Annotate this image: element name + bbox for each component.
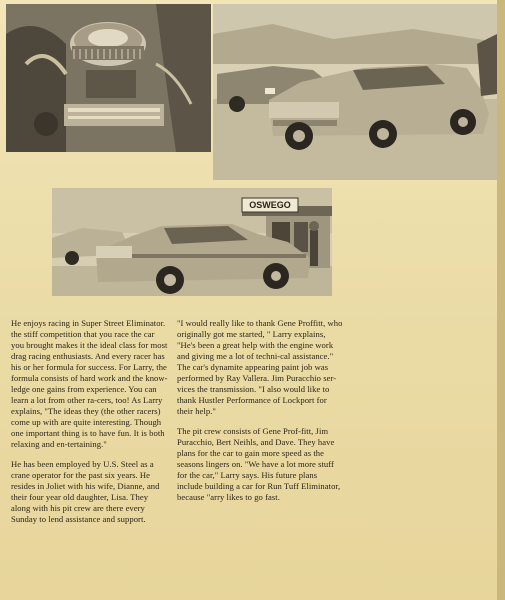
engine-photo-image <box>6 4 211 152</box>
article-right-column <box>177 318 343 512</box>
page-edge <box>497 0 505 600</box>
car-photo-image <box>213 4 497 180</box>
article-left-column <box>11 318 169 534</box>
paragraph: "I would really like to thank Gene Proffitt, who originally got me started, " Larry explains, "He's been a great help with the engine work and giving me a lot of techni-cal assistance." The car's dynamite appearing paint job was performed by Ray Vallera. Jim Puracchio ser-vices the transmission. "I also would like to thank Hustler Performance of Lockport for their help." <box>177 318 343 416</box>
oswego-sign: OSWEGO <box>249 200 291 210</box>
sedan-photo <box>52 188 332 296</box>
paragraph: He has been employed by U.S. Steel as a crane operator for the past six years. He resides in Joliet with his wife, Dianne, and their four year old daughter, Lisa. They along with his pit crew are there every Sunday to lend assistance and support. <box>11 459 160 524</box>
paragraph: The pit crew consists of Gene Prof-fitt, Jim Puracchio, Bert Neihls, and Dave. They have plans for the car to gain more speed as the seasons lingers on. "We have a lot more stuff for the car," Larry says. His future plans include building a car for Run Tuff Eliminator, because "arry likes to go fast. <box>177 426 341 502</box>
car-photo <box>213 4 497 180</box>
engine-photo <box>6 4 211 152</box>
paragraph: He enjoys racing in Super Street Eliminator. the stiff competition that you race the car you brought makes it the ideal class for most drag racing enthusiasts. And every racer has his or her formula for success. For Larry, the formula consists of hard work and the know-ledge one gains from experience. You can learn a lot from other ra-cers, too! As Larry explains, "The ideas they (the other racers) come up with are quite interesting. Though one important thing is to have fun. It is both relaxing and en-tertaining." <box>11 318 168 449</box>
